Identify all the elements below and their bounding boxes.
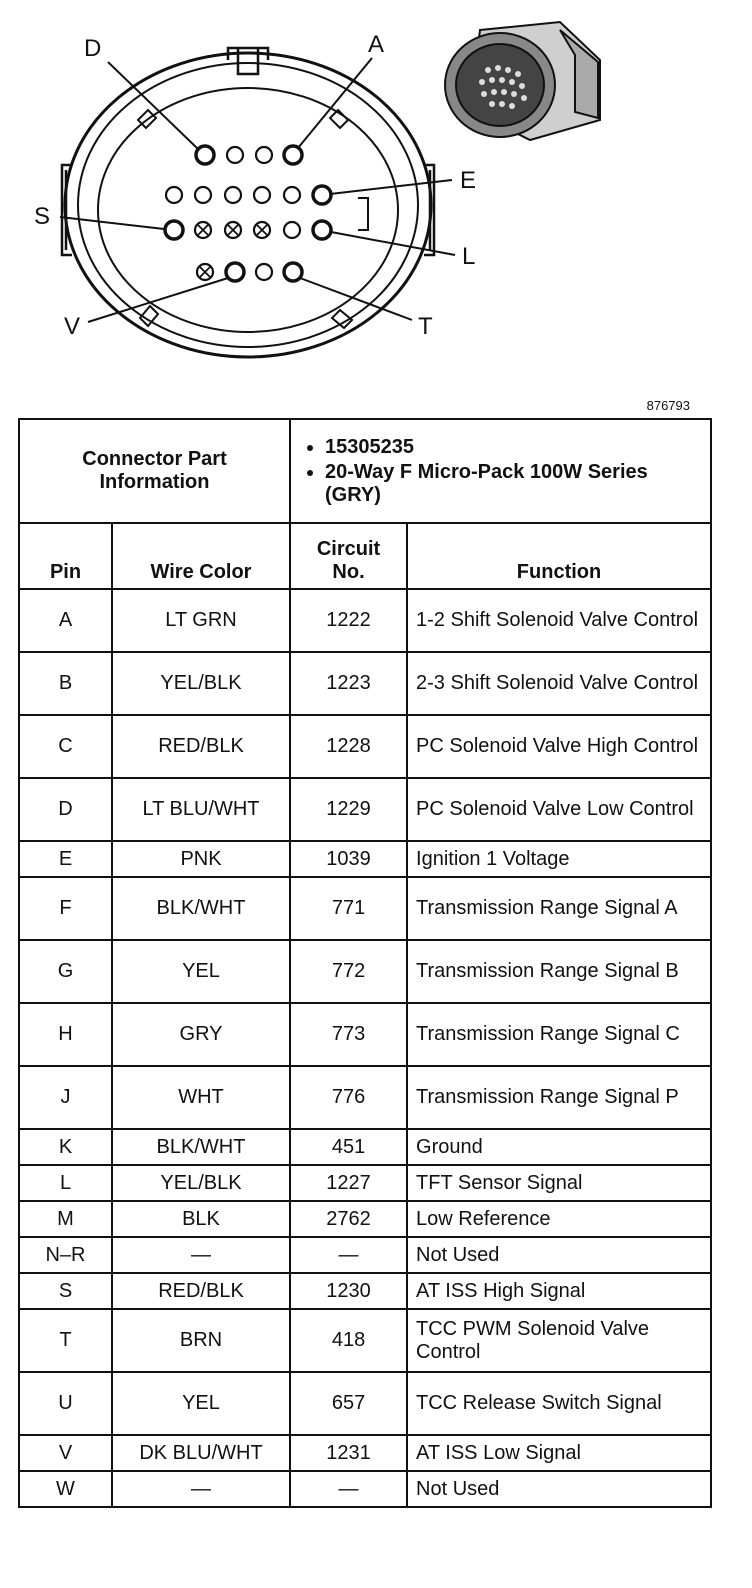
cavity (284, 222, 300, 238)
wire-color-cell: — (112, 1237, 290, 1273)
pin-cell: S (19, 1273, 112, 1309)
function-cell: 2-3 Shift Solenoid Valve Control (407, 652, 711, 715)
wire-color-cell: BLK/WHT (112, 1129, 290, 1165)
figure-number: 876793 (646, 398, 690, 413)
function-cell: AT ISS High Signal (407, 1273, 711, 1309)
pin-v-cavity (226, 263, 244, 281)
pin-cell: H (19, 1003, 112, 1066)
circuit-no-cell: — (290, 1237, 407, 1273)
table-row (19, 1003, 711, 1066)
wire-color-cell: DK BLU/WHT (112, 1435, 290, 1471)
pinout-table (18, 418, 712, 1508)
table-row (19, 940, 711, 1003)
pin-cell: E (19, 841, 112, 877)
function-cell: Low Reference (407, 1201, 711, 1237)
pin-cell: T (19, 1309, 112, 1372)
cavity (284, 187, 300, 203)
pin-label-e: E (460, 167, 477, 194)
wire-color-cell: — (112, 1471, 290, 1507)
wire-color-cell: BLK (112, 1201, 290, 1237)
wire-color-cell: WHT (112, 1066, 290, 1129)
table-row (19, 1201, 711, 1237)
cavity (195, 187, 211, 203)
cavity (166, 187, 182, 203)
circuit-no-cell: — (290, 1471, 407, 1507)
function-cell: Transmission Range Signal P (407, 1066, 711, 1129)
pin-cell: F (19, 877, 112, 940)
table-row (19, 1237, 711, 1273)
cavity (227, 147, 243, 163)
table-row (19, 1471, 711, 1507)
cavity (256, 147, 272, 163)
cavity (256, 264, 272, 280)
table-row (19, 877, 711, 940)
wire-color-cell: YEL (112, 1372, 290, 1435)
col-header-wire-color: Wire Color (112, 523, 290, 589)
function-cell: Transmission Range Signal C (407, 1003, 711, 1066)
function-cell: PC Solenoid Valve Low Control (407, 778, 711, 841)
table-row (19, 1273, 711, 1309)
circuit-no-cell: 776 (290, 1066, 407, 1129)
pin-l-cavity (313, 221, 331, 239)
pin-cell: U (19, 1372, 112, 1435)
connector-thumbnail (445, 22, 600, 140)
pin-label-t: T (418, 313, 433, 340)
function-cell: Ignition 1 Voltage (407, 841, 711, 877)
function-cell: TFT Sensor Signal (407, 1165, 711, 1201)
pin-cell: B (19, 652, 112, 715)
table-row (19, 1066, 711, 1129)
circuit-no-cell: 1231 (290, 1435, 407, 1471)
connector-part-number: • 15305235 (325, 436, 702, 459)
wire-color-cell: RED/BLK (112, 1273, 290, 1309)
pin-cell: M (19, 1201, 112, 1237)
function-cell: 1-2 Shift Solenoid Valve Control (407, 589, 711, 652)
function-cell: TCC Release Switch Signal (407, 1372, 711, 1435)
circuit-no-cell: 451 (290, 1129, 407, 1165)
pin-cell: C (19, 715, 112, 778)
circuit-no-cell: 1229 (290, 778, 407, 841)
wire-color-cell: YEL/BLK (112, 652, 290, 715)
pin-cell: G (19, 940, 112, 1003)
circuit-no-cell: 1227 (290, 1165, 407, 1201)
function-cell: Transmission Range Signal B (407, 940, 711, 1003)
pin-cell: V (19, 1435, 112, 1471)
circuit-no-cell: 1222 (290, 589, 407, 652)
function-cell: Not Used (407, 1471, 711, 1507)
cavity (254, 187, 270, 203)
circuit-no-cell: 772 (290, 940, 407, 1003)
pin-label-s: S (34, 203, 51, 230)
wire-color-cell: BLK/WHT (112, 877, 290, 940)
pin-cell: K (19, 1129, 112, 1165)
pin-e-cavity (313, 186, 331, 204)
wire-color-cell: RED/BLK (112, 715, 290, 778)
table-row (19, 589, 711, 652)
leader-s (60, 217, 164, 229)
circuit-no-cell: 418 (290, 1309, 407, 1372)
pin-cell: D (19, 778, 112, 841)
pin-cell: L (19, 1165, 112, 1201)
wire-color-cell: GRY (112, 1003, 290, 1066)
circuit-no-cell: 1223 (290, 652, 407, 715)
pin-label-l: L (462, 243, 476, 270)
circuit-no-cell: 1230 (290, 1273, 407, 1309)
cavity (225, 187, 241, 203)
connector-description: • 20-Way F Micro-Pack 100W Series (GRY) (325, 461, 702, 507)
table-header-row (19, 523, 711, 589)
circuit-no-cell: 2762 (290, 1201, 407, 1237)
table-row (19, 1165, 711, 1201)
circuit-no-cell: 771 (290, 877, 407, 940)
pin-d-cavity (196, 146, 214, 164)
table-row (19, 715, 711, 778)
wire-color-cell: LT GRN (112, 589, 290, 652)
col-header-pin: Pin (19, 523, 112, 589)
function-cell: Ground (407, 1129, 711, 1165)
wire-color-cell: YEL (112, 940, 290, 1003)
wire-color-cell: PNK (112, 841, 290, 877)
pin-cell: N–R (19, 1237, 112, 1273)
table-row (19, 1372, 711, 1435)
function-cell: PC Solenoid Valve High Control (407, 715, 711, 778)
function-cell: TCC PWM Solenoid Valve Control (407, 1309, 711, 1372)
pin-label-d: D (84, 35, 102, 62)
table-row (19, 1435, 711, 1471)
pin-s-cavity (165, 221, 183, 239)
connector-keyway (358, 198, 368, 230)
pin-label-v: V (64, 313, 81, 340)
circuit-no-cell: 773 (290, 1003, 407, 1066)
circuit-no-cell: 1228 (290, 715, 407, 778)
pin-cell: W (19, 1471, 112, 1507)
connector-diagram (0, 0, 752, 400)
connector-info-list (290, 419, 711, 523)
table-row (19, 778, 711, 841)
wire-color-cell: LT BLU/WHT (112, 778, 290, 841)
function-cell: Transmission Range Signal A (407, 877, 711, 940)
pin-cell: J (19, 1066, 112, 1129)
connector-info-header: Connector Part Information (19, 419, 290, 523)
wire-color-cell: YEL/BLK (112, 1165, 290, 1201)
table-row (19, 1129, 711, 1165)
circuit-no-cell: 1039 (290, 841, 407, 877)
table-row (19, 841, 711, 877)
wire-color-cell: BRN (112, 1309, 290, 1372)
col-header-circuit-no: Circuit No. (290, 523, 407, 589)
function-cell: AT ISS Low Signal (407, 1435, 711, 1471)
table-row (19, 1309, 711, 1372)
function-cell: Not Used (407, 1237, 711, 1273)
col-header-function: Function (407, 523, 711, 589)
connector-info-row (19, 419, 711, 523)
pin-t-cavity (284, 263, 302, 281)
table-row (19, 652, 711, 715)
pin-cell: A (19, 589, 112, 652)
pin-label-a: A (368, 31, 385, 58)
pin-a-cavity (284, 146, 302, 164)
leader-l (331, 232, 455, 255)
circuit-no-cell: 657 (290, 1372, 407, 1435)
